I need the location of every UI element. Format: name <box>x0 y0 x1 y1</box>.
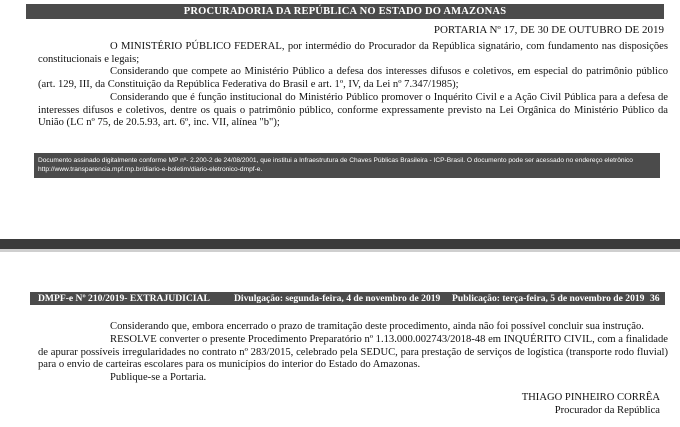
paragraph-text: RESOLVE converter o presente Procedimento Preparatório nº 1.13.000.002743/2018-48 em INQUÉRITO CIVIL, com a finalidade de apurar possíveis irregularidades no contrato nº 283/2015, celebrado pela SEDUC, para prestação de serviços de logística (transporte rodo fluvial) para o envio de carteiras escolares para os municípios do interior do Estado do Amazonas. <box>38 334 668 371</box>
paragraph-text: Considerando que, embora encerrado o prazo de tramitação deste procedimento, ainda não foi possível concluir sua instrução. <box>110 321 644 332</box>
paragraph-considering-1 <box>38 66 668 91</box>
page-separator <box>0 239 680 249</box>
publicacao-date: Publicação: terça-feira, 5 de novembro de 2019 <box>452 293 645 304</box>
paragraph-publish <box>38 372 668 385</box>
paragraph-resolve <box>38 334 668 372</box>
paragraph-text: Considerando que é função institucional do Ministério Público promover o Inquérito Civil e a Ação Civil Pública para a defesa de interesses difusos e coletivos, dentre os quais o patrimônio público, conforme expressamente previsto na Lei Orgânica do Ministério Público da União (LC nº 75, de 20.5.93, art. 6º, inc. VII, alínea "b"); <box>38 92 668 129</box>
edition-label: DMPF-e Nº 210/2019- EXTRAJUDICIAL <box>38 293 210 304</box>
paragraph-text: Publique-se a Portaria. <box>110 372 207 383</box>
page-number: 36 <box>650 293 660 304</box>
signatory-role: Procurador da República <box>554 405 660 416</box>
paragraph-preamble <box>38 41 668 66</box>
paragraph-considering-3 <box>38 321 668 334</box>
paragraph-text: Considerando que compete ao Ministério Público a defesa dos interesses difusos e coletivos, em especial do patrimônio público (art. 129, III, da Constituição da República Federativa do Brasil e art. 1º, IV, da Lei nº 7.347/1985); <box>38 66 668 90</box>
divulgacao-date: Divulgação: segunda-feira, 4 de novembro de 2019 <box>234 293 441 304</box>
digital-signature-notice: Documento assinado digitalmente conforme MP nº- 2.200-2 de 24/08/2001, que institui a Infraestrutura de Chaves Públicas Brasileira - ICP-Brasil. O documento pode ser acessado no endereço eletrônico http://www.transparencia.mpf.mp.br/diario-e-boletim/diario-eletronico-dmpf-e. <box>34 153 660 178</box>
portaria-title: PORTARIA Nº 17, DE 30 DE OUTUBRO DE 2019 <box>433 24 664 36</box>
paragraph-text: O MINISTÉRIO PÚBLICO FEDERAL, por intermédio do Procurador da República signatário, com fundamento nas disposições constitucionais e legais; <box>38 41 668 65</box>
page-header <box>30 292 665 305</box>
section-header: PROCURADORIA DA REPÚBLICA NO ESTADO DO AMAZONAS <box>26 4 664 19</box>
paragraph-considering-2 <box>38 92 668 130</box>
signatory-name: THIAGO PINHEIRO CORRÊA <box>521 392 660 403</box>
